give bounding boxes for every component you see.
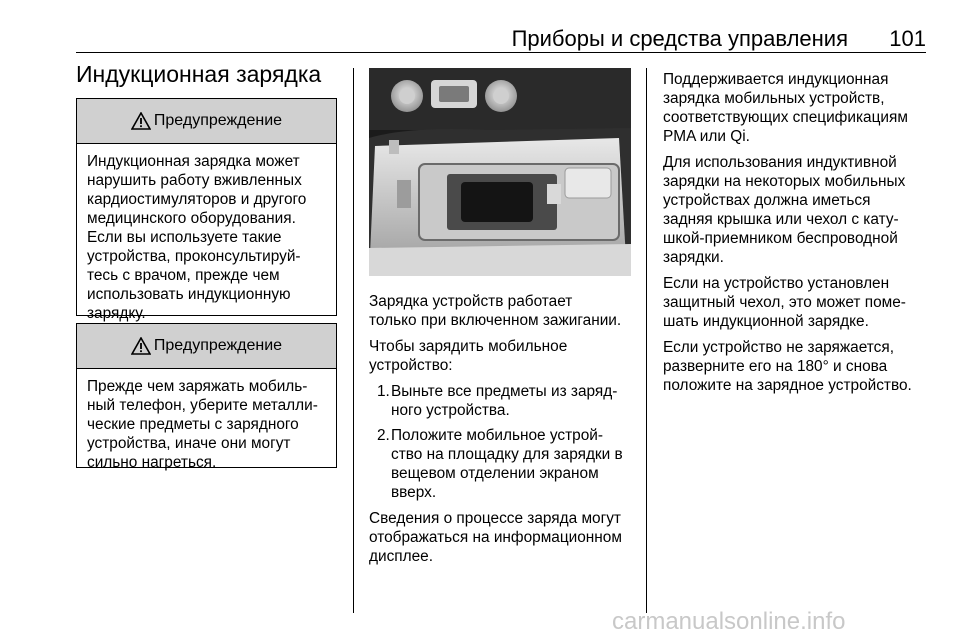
text-line: зарядки.: [663, 249, 724, 266]
paragraph: [369, 337, 633, 375]
section-title: Индукционная зарядка: [76, 61, 322, 87]
text-line: нарушить работу вживленных: [87, 172, 302, 189]
list-item: [369, 382, 633, 420]
text-line: Выньте все предметы из заряд‐: [391, 383, 618, 400]
column-divider-1: [353, 68, 354, 613]
text-line: Сведения о процессе заряда могут: [369, 510, 621, 527]
steps-list: [369, 382, 633, 502]
text-line: сильно нагреться.: [87, 454, 217, 471]
page-header: [76, 26, 926, 52]
warning-triangle-icon: [131, 337, 151, 355]
text-line: разверните его на 180° и снова: [663, 358, 888, 375]
text-line: Индукционная зарядка может: [87, 153, 300, 170]
text-line: PMA или Qi.: [663, 128, 750, 145]
header-rule: [76, 52, 926, 53]
text-line: только при включенном зажигании.: [369, 312, 622, 329]
text-line: Прежде чем заряжать мобиль‐: [87, 378, 308, 395]
paragraph: [663, 70, 933, 146]
warning-triangle-icon: [131, 112, 151, 130]
header-title: Приборы и средства управления: [511, 26, 848, 51]
text-line: дисплее.: [369, 548, 433, 565]
text-line: Для использования индуктивной: [663, 154, 897, 171]
text-line: шкой-приемником беспроводной: [663, 230, 898, 247]
text-line: Если вы используете такие: [87, 229, 282, 246]
paragraph: [663, 153, 933, 267]
warning-header: [77, 99, 336, 144]
warning-box-2: [76, 323, 337, 471]
text-line: устройствах должна иметься: [663, 192, 871, 209]
watermark: carmanualsonline.info: [612, 608, 846, 635]
text-line: Положите мобильное устрой‐: [391, 427, 603, 444]
warning-box-1: [76, 98, 337, 322]
step-number: 1.: [377, 383, 390, 400]
text-line: медицинского оборудования.: [87, 210, 296, 227]
text-line: устройства, иначе они могут: [87, 435, 291, 452]
paragraph: [369, 509, 633, 566]
text-line: использовать индукционную: [87, 286, 291, 303]
text-line: положите на зарядное устройство.: [663, 377, 912, 394]
text-line: отображаться на информационном: [369, 529, 622, 546]
warning-text: [77, 144, 336, 333]
text-line: устройство:: [369, 357, 453, 374]
text-line: Если на устройство установлен: [663, 275, 890, 292]
text-line: защитный чехол, это может поме‐: [663, 294, 906, 311]
text-line: шать индукционной зарядке.: [663, 313, 869, 330]
text-line: Если устройство не заряжается,: [663, 339, 894, 356]
text-line: Поддерживается индукционная: [663, 71, 889, 88]
page-number: 101: [889, 26, 926, 51]
warning-heading: Предупреждение: [153, 112, 283, 129]
text-line: Чтобы зарядить мобильное: [369, 338, 568, 355]
column-3: [663, 70, 933, 402]
column-divider-2: [646, 68, 647, 613]
text-line: Зарядка устройств работает: [369, 293, 573, 310]
text-line: ного устройства.: [391, 402, 510, 419]
text-line: устройства, проконсультируй‐: [87, 248, 301, 265]
text-line: кардиостимуляторов и другого: [87, 191, 307, 208]
text-line: вверх.: [391, 484, 437, 501]
text-line: тесь с врачом, прежде чем: [87, 267, 280, 284]
step-number: 2.: [377, 427, 390, 444]
list-item: [369, 426, 633, 502]
text-line: соответствующих спецификациям: [663, 109, 908, 126]
text-line: ство на площадку для зарядки в: [391, 446, 623, 463]
text-line: задняя крышка или чехол с кату‐: [663, 211, 899, 228]
warning-text: [77, 369, 336, 482]
text-line: зарядку.: [87, 305, 146, 322]
paragraph: [663, 338, 933, 395]
warning-heading: Предупреждение: [153, 337, 283, 354]
text-line: ческие предметы с зарядного: [87, 416, 299, 433]
text-line: зарядка мобильных устройств,: [663, 90, 885, 107]
paragraph: [663, 274, 933, 331]
column-2: [369, 292, 633, 573]
paragraph: [369, 292, 633, 330]
text-line: зарядки на некоторых мобильных: [663, 173, 906, 190]
warning-header: [77, 324, 336, 369]
charging-pad-photo: [369, 68, 631, 276]
text-line: вещевом отделении экраном: [391, 465, 599, 482]
text-line: ный телефон, уберите металли‐: [87, 397, 318, 414]
